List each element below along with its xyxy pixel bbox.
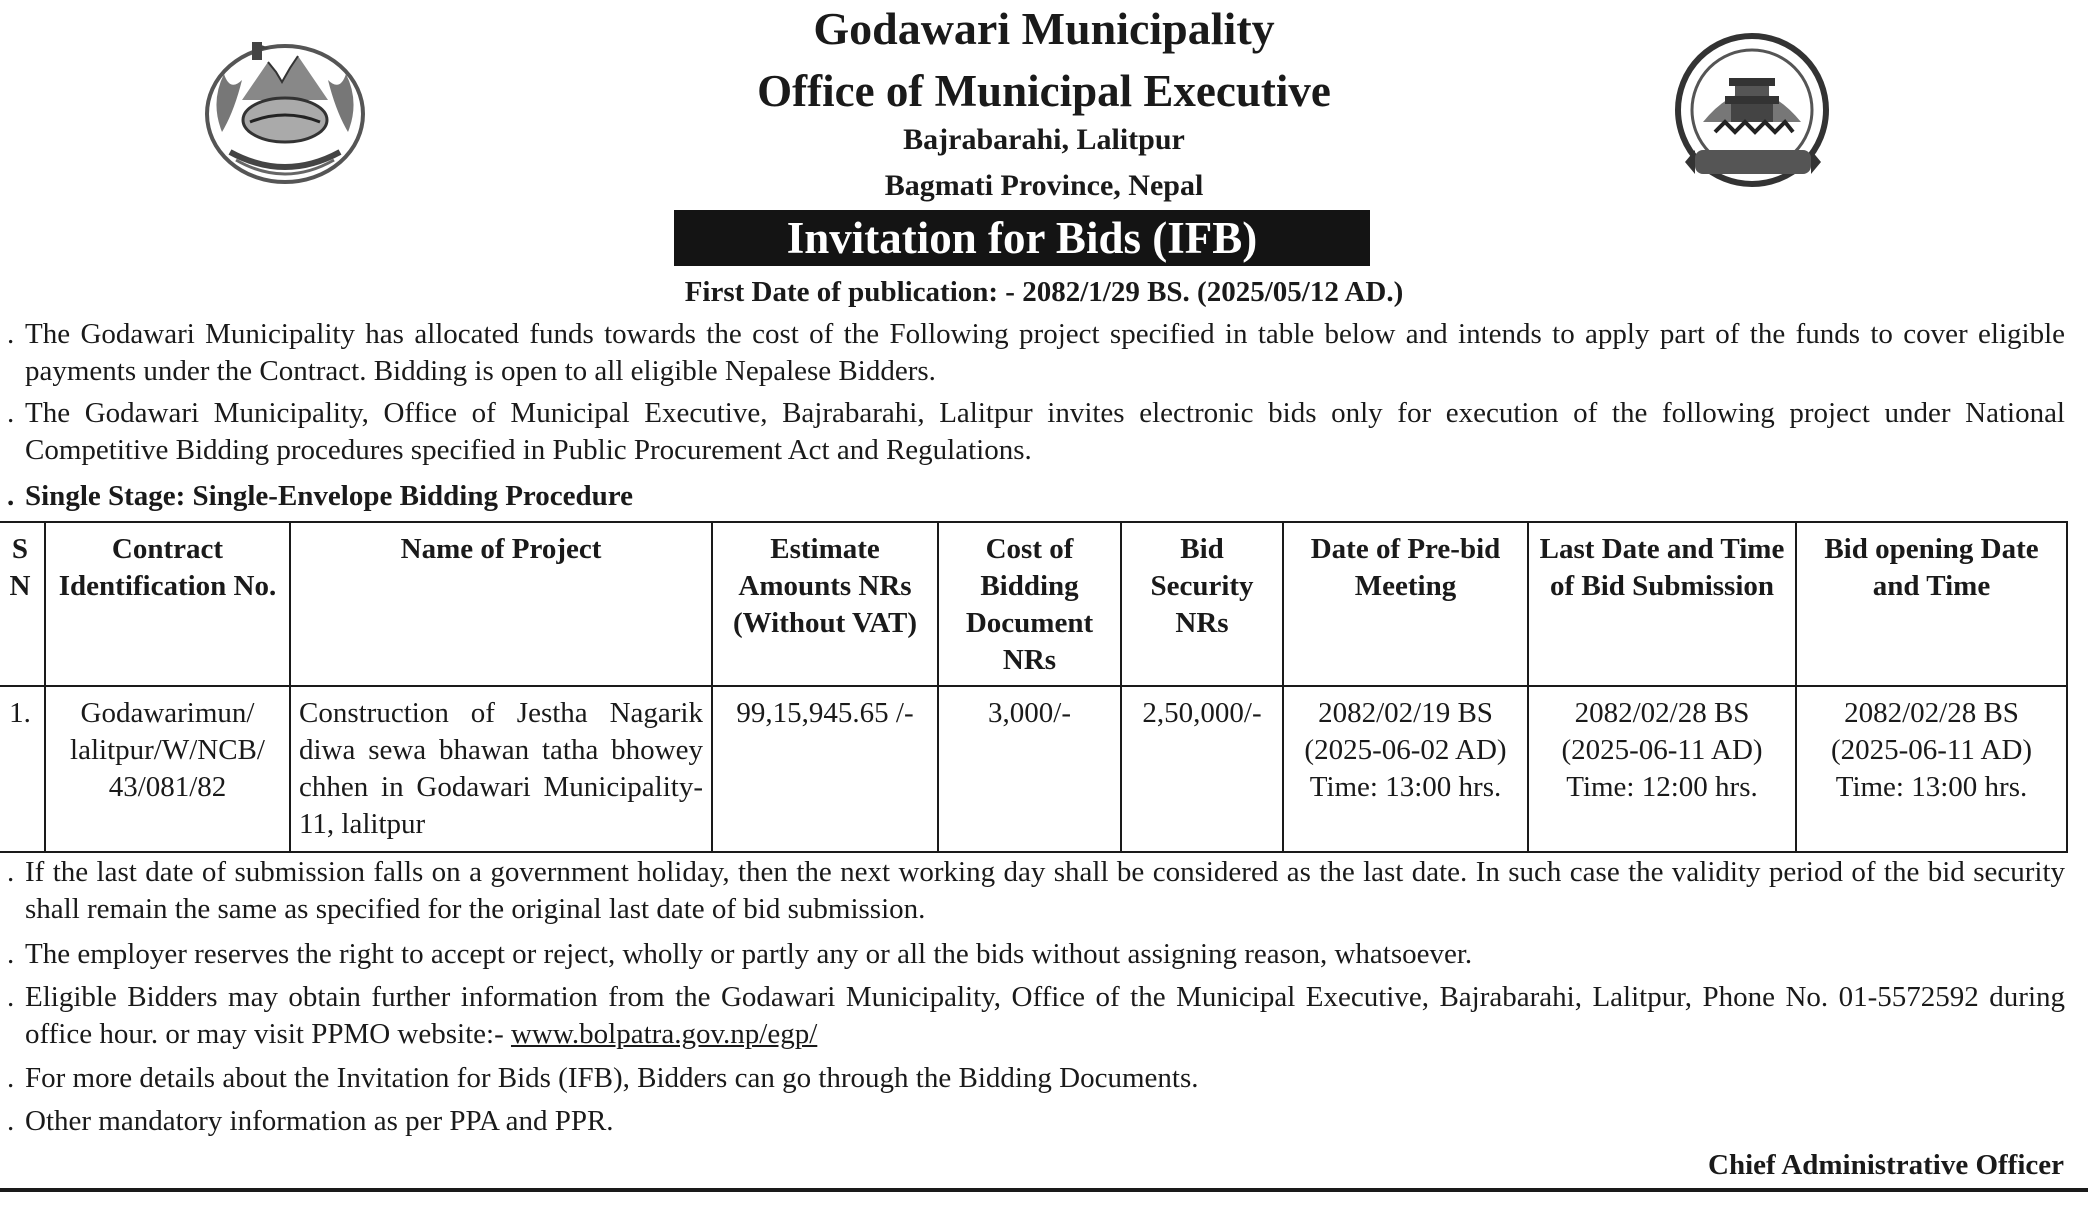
- cell-cost: 3,000/-: [938, 686, 1121, 852]
- header-cost: Cost of Bidding Document NRs: [938, 522, 1121, 686]
- procedure-heading-text: Single Stage: Single-Envelope Bidding Procedure: [25, 480, 633, 512]
- address-line-2: Bagmati Province, Nepal: [884, 169, 1204, 202]
- header-last-date: Last Date and Time of Bid Submission: [1528, 522, 1796, 686]
- municipality-title: Godawari Municipality: [813, 3, 1275, 54]
- note-item: . The employer reserves the right to accept or reject, wholly or partly any or all the bids without assigning reason, whatsoever.: [7, 938, 1473, 970]
- note-item: . If the last date of submission falls on a government holiday, then the next working day shall be considered as the last date. In such case the validity period of the bid security shall remain the same as specified for the original last date of bid submission.: [7, 856, 2065, 925]
- intro-item: . The Godawari Municipality has allocated funds towards the cost of the Following project specified in table below and intends to apply part of the funds to cover eligible payments under the Contract. Bidding is open to all eligible Nepalese Bidders.: [7, 318, 2065, 387]
- intro-item-text: The Godawari Municipality has allocated funds towards the cost of the Following project specified in table below and intends to apply part of the funds to cover eligible payments under the Contract. Bidding is open to all eligible Nepalese Bidders.: [25, 318, 2065, 387]
- note-text: Other mandatory information as per PPA and PPR.: [25, 1105, 614, 1137]
- intro-item-text: The Godawari Municipality, Office of Municipal Executive, Bajrabarahi, Lalitpur invites electronic bids only for execution of the following project under National Competitive Bidding procedures specified in Public Procurement Act and Regulations.: [25, 397, 2065, 466]
- header-security: Bid Security NRs: [1121, 522, 1283, 686]
- table-row: [0, 686, 2067, 852]
- header-contract: Contract Identification No.: [45, 522, 290, 686]
- note-text: For more details about the Invitation for Bids (IFB), Bidders can go through the Bidding Documents.: [25, 1062, 1199, 1094]
- header-sn: S N: [0, 522, 45, 686]
- intro-item: . The Godawari Municipality, Office of Municipal Executive, Bajrabarahi, Lalitpur invites electronic bids only for execution of the following project under National Competitive Bidding procedures specified in Public Procurement Act and Regulations.: [7, 397, 2065, 466]
- cell-estimate: 99,15,945.65 /-: [712, 686, 938, 852]
- office-title: Office of Municipal Executive: [757, 66, 1331, 116]
- note-item: . For more details about the Invitation for Bids (IFB), Bidders can go through the Bidding Documents.: [7, 1062, 1199, 1094]
- header-prebid: Date of Pre-bid Meeting: [1283, 522, 1528, 686]
- procedure-heading: . Single Stage: Single-Envelope Bidding Procedure: [7, 480, 633, 512]
- table-header-row: [0, 522, 2067, 686]
- header-project: Name of Project: [290, 522, 712, 686]
- signature: Chief Administrative Officer: [1708, 1149, 2064, 1181]
- cell-project: Construction of Jestha Nagarik diwa sewa bhawan tatha bhowey chhen in Godawari Municipality-11, lalitpur: [290, 686, 712, 852]
- publication-date: First Date of publication: - 2082/1/29 BS. (2025/05/12 AD.): [684, 276, 1404, 308]
- address-line-1: Bajrabarahi, Lalitpur: [903, 123, 1185, 156]
- cell-last-date: 2082/02/28 BS (2025-06-11 AD) Time: 12:00 hrs.: [1528, 686, 1796, 852]
- cell-opening: 2082/02/28 BS (2025-06-11 AD) Time: 13:00 hrs.: [1796, 686, 2067, 852]
- note-text: Eligible Bidders may obtain further information from the Godawari Municipality, Office of the Municipal Executive, Bajrabarahi, Lalitpur, Phone No. 01-5572592 during office hour. or may visit PPMO website:-: [25, 981, 2065, 1050]
- cell-contract: Godawarimun/ lalitpur/W/NCB/ 43/081/82: [45, 686, 290, 852]
- ppmo-website-link[interactable]: www.bolpatra.gov.np/egp/: [510, 1018, 818, 1050]
- cell-security: 2,50,000/-: [1121, 686, 1283, 852]
- note-text: If the last date of submission falls on a government holiday, then the next working day shall be considered as the last date. In such case the validity period of the bid security shall remain the same as specified for the original last date of bid submission.: [25, 856, 2065, 925]
- cell-sn: 1.: [0, 686, 45, 852]
- ifb-banner: Invitation for Bids (IFB): [674, 210, 1370, 266]
- cell-prebid: 2082/02/19 BS (2025-06-02 AD) Time: 13:00 hrs.: [1283, 686, 1528, 852]
- note-item: . Other mandatory information as per PPA and PPR.: [7, 1105, 614, 1137]
- bottom-divider: [0, 1188, 2088, 1192]
- header-opening: Bid opening Date and Time: [1796, 522, 2067, 686]
- note-text: The employer reserves the right to accept or reject, wholly or partly any or all the bids without assigning reason, whatsoever.: [25, 938, 1473, 970]
- bids-table: [0, 521, 2068, 853]
- note-item: . Eligible Bidders may obtain further information from the Godawari Municipality, Office of the Municipal Executive, Bajrabarahi, Lalitpur, Phone No. 01-5572592 during office hour. or may visit PPMO website:- www.bolpatra.gov.np/egp/: [7, 981, 2065, 1050]
- header-estimate: Estimate Amounts NRs (Without VAT): [712, 522, 938, 686]
